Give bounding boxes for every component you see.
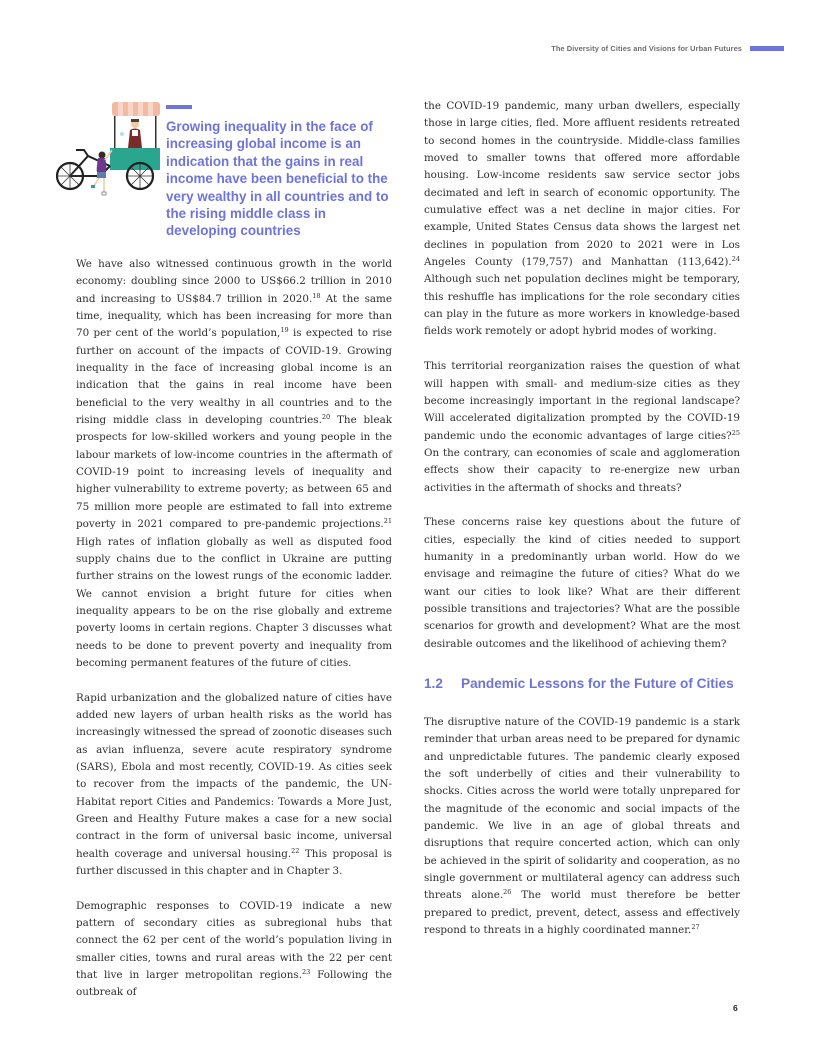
left-text-column — [76, 256, 392, 1002]
paragraph: The disruptive nature of the COVID-19 pandemic is a stark reminder that urban areas need to be prepared for dynamic and unpredictable futures. The pandemic clearly exposed the soft underbelly of cities and their vulnerability to shocks. Cities across the world were totally unprepared for the magnitude of the economic and social impacts of the pandemic. We live in an age of global threats and disruptions that require concerted action, which can only be achieved in the spirit of solidarity and cooperation, as no single government or multilateral agency can address such threats alone.$^{26}$ The world must therefore be better prepared to predict, prevent, detect, assess and effectively respond to threats in a highly coordinated manner.$^{27}$ — [424, 716, 741, 937]
right-text-column — [424, 98, 740, 939]
paragraph: Rapid urbanization and the globalized nature of cities have added new layers of urban health risks as the world has increasingly witnessed the spread of zoonotic diseases such as avian influenza, severe acute respiratory syndrome (SARS), Ebola and most recently, COVID-19. As cities seek to recover from the impacts of the pandemic, the UN-Habitat report Cities and Pandemics: Towards a More Just, Green and Healthy Future makes a case for a new social contract in the form of universal basic income, universal health coverage and universal housing.$^{22}$ This proposal is further discussed in this chapter and in Chapter 3. — [76, 691, 392, 878]
footnote-ref[interactable]: 21 — [383, 517, 392, 526]
pull-quote-callout — [56, 100, 396, 245]
footnote-ref[interactable]: 26 — [503, 888, 512, 897]
section-title: Pandemic Lessons for the Future of Cities — [461, 676, 734, 691]
footnote-ref[interactable]: 27 — [691, 923, 700, 932]
paragraph: This territorial reorganization raises the question of what will happen with small- and medium-size cities as they become increasingly important in the regional landscape? Will accelerated digitalization prompted by the COVID-19 pandemic undo the economic advantages of large cities?$^{25}$ On the contrary, can economies of scale and agglomeration effects show their capacity to re-energize new urban activities in the aftermath of shocks and threats? — [424, 360, 740, 494]
paragraph: Demographic responses to COVID-19 indicate a new pattern of secondary cities as subregional hubs that connect the 62 per cent of the world’s population living in smaller cities, towns and rural areas with the 22 per cent that live in larger metropolitan regions.$^{23}$ Following the outbreak of — [76, 899, 392, 999]
footnote-ref[interactable]: 19 — [280, 326, 289, 335]
bicycle-food-cart-illustration-icon — [56, 100, 164, 208]
footnote-ref[interactable]: 18 — [312, 291, 321, 300]
pull-quote-text: Growing inequality in the face of increasing global income is an indication that the gains in real income have been beneficial to the very wealthy in all countries and to the rising middle class in developing countries — [166, 119, 389, 239]
running-header-title: The Diversity of Cities and Visions for Urban Futures — [551, 44, 742, 53]
running-header — [551, 44, 784, 53]
footnote-ref[interactable]: 22 — [291, 846, 300, 855]
section-heading — [424, 675, 740, 692]
section-number: 1.2 — [424, 676, 443, 691]
paragraph: We have also witnessed continuous growth in the world economy: doubling since 2000 to US$66.2 trillion in 2010 and increasing to US$84.7 trillion in 2020.18 At the same time, inequality, which has been increasing for more than 70 per cent of the world’s population,$^{19}$ is expected to rise further on account of the impacts of COVID-19. Growing inequality in the face of increasing global income is an indication that the gains in real income have been beneficial to the very wealthy in all countries and to the rising middle class in developing countries.$^{20}$ The bleak prospects for low-skilled workers and young people in the labour markets of low-income countries in the aftermath of COVID-19 point to increasing levels of inequality and higher vulnerability to extreme poverty; as between 65 and 75 million more people are estimated to fall into extreme poverty in 2021 compared to pre-pandemic projections.$^{21}$ High rates of inflation globally as well as disputed food supply chains due to the conflict in Ukraine are putting further strains on the lowest rungs of the economic ladder. We cannot envision a bright future for cities when inequality appears to be on the rise globally and extreme poverty looms in certain regions. Chapter 3 discusses what needs to be done to prevent poverty and inequality from becoming permanent features of the future of cities. — [76, 258, 393, 669]
paragraph: These concerns raise key questions about the future of cities, especially the kind of cities needed to support humanity in a predominantly urban world. How do we envisage and reimagine the future of cities? What do we want our cities to look like? What are their different possible transitions and trajectories? What are the possible scenarios for growth and development? What are the most desirable outcomes and the likelihood of achieving them? — [424, 516, 740, 650]
footnote-ref[interactable]: 24 — [731, 255, 740, 264]
paragraph: the COVID-19 pandemic, many urban dwellers, especially those in large cities, fled. More affluent residents retreated to second homes in the countryside. Middle-class families moved to smaller towns that offered more affordable housing. Low-income residents saw service sector jobs decimated and left in search of economic opportunity. The cumulative effect was a net decline in major cities. For example, United States Census data shows the largest net declines in population from 2020 to 2021 were in Los Angeles County (179,757) and Manhattan (113,642).$^{24}$ Although such net population declines might be temporary, this reshuffle has implications for the role secondary cities can play in the future as more workers in knowledge-based fields work remotely or adopt hybrid modes of working. — [424, 100, 740, 338]
header-accent-bar — [750, 46, 784, 51]
page-number: 6 — [733, 1003, 738, 1013]
footnote-ref[interactable]: 23 — [302, 968, 311, 977]
footnote-ref[interactable]: 20 — [321, 413, 331, 422]
footnote-ref[interactable]: 25 — [731, 428, 740, 437]
callout-accent-bar — [166, 105, 192, 109]
